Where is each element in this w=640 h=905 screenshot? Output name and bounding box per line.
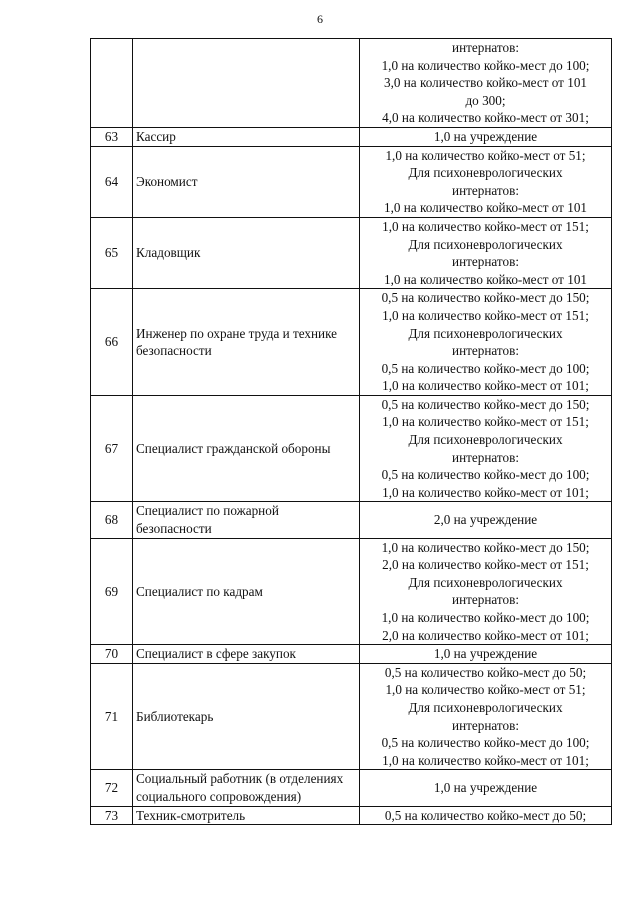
- table-row: [91, 806, 612, 825]
- norm-line: до 300;: [465, 92, 506, 108]
- norm-line: 1,0 на количество койко-мест до 100;: [381, 610, 590, 625]
- norm-line: Для психоневрологических: [408, 165, 563, 181]
- norm-line: интернатов:: [452, 40, 519, 55]
- norm-line: 1,0 на количество койко-мест от 101;: [382, 752, 589, 768]
- norm-line: Для психоневрологических: [408, 432, 563, 448]
- norm-line: 0,5 на количество койко-мест до 100;: [381, 735, 590, 751]
- norm-line: 1,0 на количество койко-мест от 101: [383, 200, 588, 216]
- table-row: [91, 645, 612, 664]
- staffing-norm: [360, 663, 612, 770]
- table-row: [91, 395, 612, 502]
- staffing-norm: [360, 770, 612, 806]
- position-title: Специалист гражданской обороны: [133, 395, 360, 502]
- norm-line: 1,0 на учреждение: [433, 128, 538, 144]
- norm-line: 1,0 на количество койко-мест от 51;: [385, 682, 586, 698]
- norm-line: интернатов:: [452, 182, 519, 198]
- norm-line: 0,5 на количество койко-мест до 150;: [381, 290, 590, 306]
- norm-line: 1,0 на количество койко-мест до 150;: [381, 539, 590, 555]
- table-row: [91, 502, 612, 538]
- table-row: [91, 663, 612, 770]
- norm-line: 1,0 на количество койко-мест от 151;: [382, 414, 589, 430]
- table-row: [91, 39, 612, 128]
- norm-line: Для психоневрологических: [408, 699, 563, 715]
- norm-line: 1,0 на количество койко-мест от 151;: [382, 307, 589, 323]
- staffing-norms-table: [90, 38, 612, 825]
- norm-line: 1,0 на количество койко-мест от 101;: [382, 484, 589, 500]
- row-number: 66: [91, 289, 133, 396]
- staffing-norm: [360, 127, 612, 146]
- table-row: [91, 146, 612, 217]
- norm-line: 4,0 на количество койко-мест от 301;: [382, 110, 589, 126]
- table-body: [91, 39, 612, 825]
- norm-line: интернатов:: [452, 343, 519, 359]
- row-number: 63: [91, 127, 133, 146]
- norm-line: 1,0 на учреждение: [433, 780, 538, 796]
- row-number: 73: [91, 806, 133, 825]
- staffing-norm: [360, 806, 612, 825]
- position-title: Техник-смотритель: [133, 806, 360, 825]
- position-title: Специалист по кадрам: [133, 538, 360, 645]
- position-title: [133, 39, 360, 128]
- position-title: Специалист по пожарной безопасности: [133, 502, 360, 538]
- table-row: [91, 770, 612, 806]
- table-row: [91, 289, 612, 396]
- position-title: Экономист: [133, 146, 360, 217]
- norm-line: 1,0 на количество койко-мест от 151;: [382, 218, 589, 234]
- row-number: 71: [91, 663, 133, 770]
- norm-line: 2,0 на учреждение: [433, 512, 538, 528]
- row-number: 67: [91, 395, 133, 502]
- norm-line: 2,0 на количество койко-мест от 101;: [382, 627, 589, 643]
- norm-line: Для психоневрологических: [408, 236, 563, 252]
- norm-line: интернатов:: [452, 592, 519, 608]
- norm-line: 2,0 на количество койко-мест от 151;: [382, 557, 589, 573]
- norm-line: 1,0 на количество койко-мест до 100;: [381, 57, 590, 73]
- position-title: Кладовщик: [133, 217, 360, 288]
- norm-line: 0,5 на количество койко-мест до 100;: [381, 467, 590, 483]
- norm-line: Для психоневрологических: [408, 574, 563, 590]
- table-row: [91, 538, 612, 645]
- position-title: Инженер по охране труда и технике безопасности: [133, 289, 360, 396]
- row-number: 72: [91, 770, 133, 806]
- norm-line: 3,0 на количество койко-мест от 101: [383, 75, 588, 91]
- staffing-norm: [360, 538, 612, 645]
- norm-line: интернатов:: [452, 449, 519, 465]
- norm-line: 0,5 на количество койко-мест до 50;: [384, 807, 587, 823]
- norm-line: 1,0 на количество койко-мест от 101;: [382, 378, 589, 394]
- staffing-norm: [360, 645, 612, 664]
- staffing-norm: [360, 289, 612, 396]
- position-title: Социальный работник (в отделениях социального сопровождения): [133, 770, 360, 806]
- position-title: Кассир: [133, 127, 360, 146]
- position-title: Библиотекарь: [133, 663, 360, 770]
- norm-line: интернатов:: [452, 254, 519, 270]
- norm-line: 0,5 на количество койко-мест до 150;: [381, 396, 590, 412]
- table-row: [91, 217, 612, 288]
- norm-line: 1,0 на учреждение: [433, 646, 538, 662]
- page-number: 6: [317, 12, 323, 26]
- staffing-norm: [360, 217, 612, 288]
- staffing-norm: [360, 395, 612, 502]
- norm-line: интернатов:: [452, 717, 519, 733]
- table-row: [91, 127, 612, 146]
- staffing-norm: [360, 39, 612, 128]
- row-number: [91, 39, 133, 128]
- norm-line: Для психоневрологических: [408, 325, 563, 341]
- norm-line: 0,5 на количество койко-мест до 50;: [384, 664, 587, 680]
- norm-line: 0,5 на количество койко-мест до 100;: [381, 360, 590, 376]
- row-number: 68: [91, 502, 133, 538]
- row-number: 64: [91, 146, 133, 217]
- norm-line: 1,0 на количество койко-мест от 51;: [385, 147, 586, 163]
- staffing-norm: [360, 502, 612, 538]
- norm-line: 1,0 на количество койко-мест от 101: [383, 271, 588, 287]
- row-number: 65: [91, 217, 133, 288]
- staffing-norm: [360, 146, 612, 217]
- position-title: Специалист в сфере закупок: [133, 645, 360, 664]
- row-number: 70: [91, 645, 133, 664]
- row-number: 69: [91, 538, 133, 645]
